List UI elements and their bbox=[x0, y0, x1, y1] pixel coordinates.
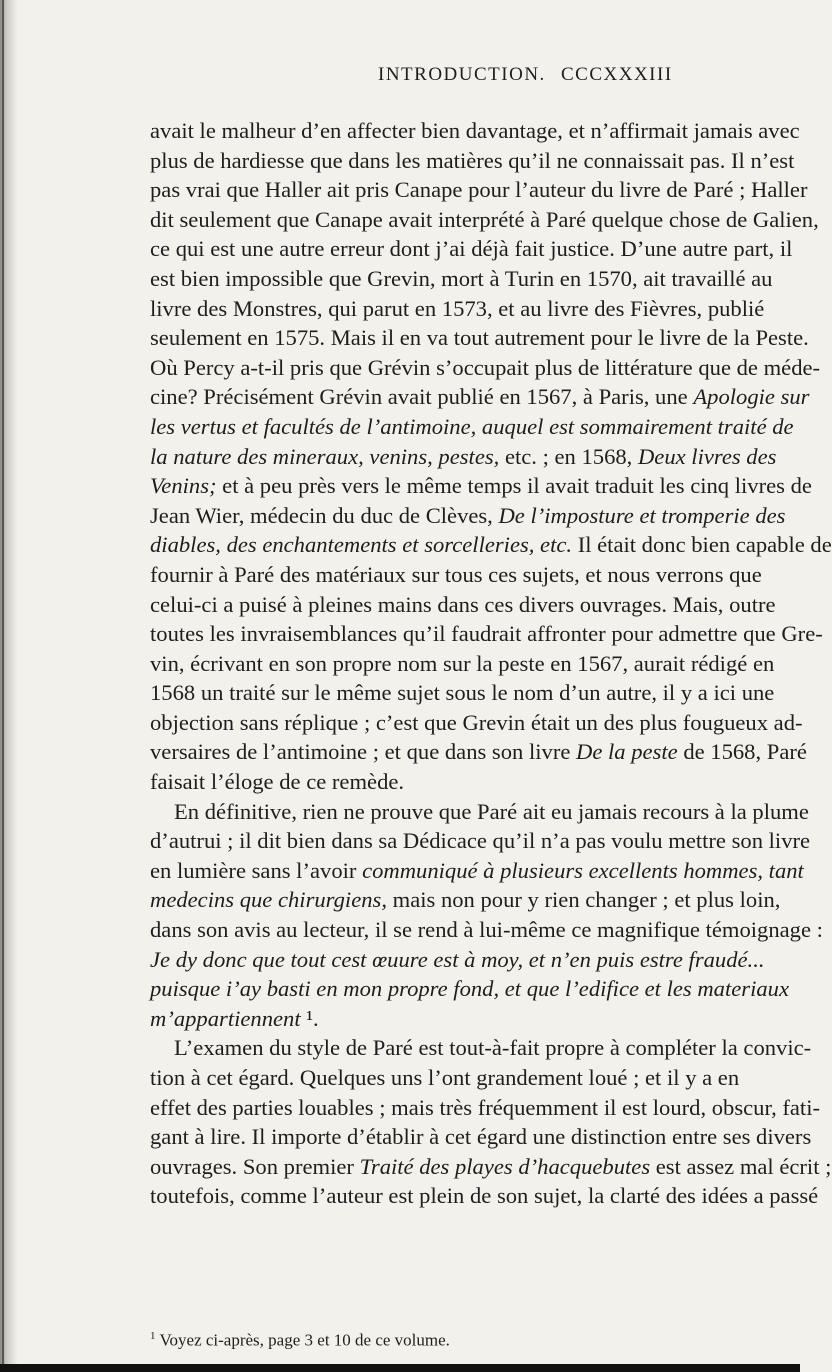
italic-span: les vertus et facultés de l’antimoine, auquel est sommairement traité de bbox=[150, 413, 794, 439]
text-span: dans son avis au lecteur, il se rend à lui-même ce magnifique témoignage : bbox=[150, 917, 823, 943]
binding-edge-line bbox=[2, 0, 4, 1372]
text-line bbox=[150, 382, 810, 412]
text-span: ouvrages. Son premier bbox=[150, 1153, 360, 1179]
text-line bbox=[150, 146, 795, 176]
italic-span: medecins que chirurgiens, bbox=[150, 887, 387, 913]
text-line bbox=[150, 501, 786, 531]
text-line bbox=[150, 560, 762, 590]
text-span: avait le malheur d’en affecter bien davantage, et n’affirmait jamais avec bbox=[150, 118, 800, 143]
text-line bbox=[150, 708, 803, 738]
text-line bbox=[150, 1122, 812, 1152]
text-line bbox=[150, 116, 800, 146]
italic-span: De l’imposture et tromperie des bbox=[498, 502, 786, 528]
text-span: effet des parties louables ; mais très fréquemment il est lourd, obscur, fati- bbox=[150, 1094, 821, 1120]
text-span: cine? Précisément Grévin avait publié en 1567, à Paris, une bbox=[150, 384, 694, 410]
text-line bbox=[150, 1093, 821, 1123]
italic-span: m’appartiennent bbox=[150, 1005, 301, 1031]
text-span: fournir à Paré des matériaux sur tous ces sujets, et nous verrons que bbox=[150, 561, 762, 587]
footnote-text: Voyez ci-après, page 3 et 10 de ce volume. bbox=[159, 1330, 450, 1350]
italic-span: puisque i’ay basti en mon propre fond, et que l’edifice et les materiaux bbox=[150, 976, 789, 1002]
text-span: faisait l’éloge de ce remède. bbox=[150, 769, 405, 795]
text-line bbox=[150, 885, 781, 915]
text-line bbox=[150, 1152, 832, 1182]
text-span: dit seulement que Canape avait interprété à Paré quelque chose de Galien, bbox=[150, 206, 819, 232]
italic-span: communiqué à plusieurs excellents hommes, tant bbox=[362, 857, 804, 883]
text-line bbox=[150, 412, 794, 442]
text-line bbox=[150, 323, 809, 353]
text-line bbox=[150, 915, 823, 945]
footnote-mark: 1 bbox=[150, 1330, 156, 1342]
text-line bbox=[150, 826, 811, 856]
page-bottom-edge bbox=[0, 1364, 800, 1372]
text-line bbox=[150, 856, 804, 886]
text-line bbox=[150, 471, 812, 501]
text-span: L’examen du style de Paré est tout-à-fait propre à compléter la convic- bbox=[174, 1035, 812, 1061]
italic-span: De la peste bbox=[576, 739, 678, 765]
text-span: ce qui est une autre erreur dont j’ai déjà fait justice. D’une autre part, il bbox=[150, 236, 793, 262]
text-span: celui-ci a puisé à pleines mains dans ces divers ouvrages. Mais, outre bbox=[150, 591, 776, 617]
text-line bbox=[150, 353, 821, 383]
text-span: gant à lire. Il importe d’établir à cet égard une distinction entre ses divers bbox=[150, 1124, 812, 1150]
body-text bbox=[150, 116, 832, 1211]
italic-span: Je dy donc que tout cest œuure est à moy, et n’en puis estre fraudé... bbox=[150, 946, 765, 972]
text-span: de 1568, Paré bbox=[677, 739, 807, 765]
text-span: etc. ; en 1568, bbox=[499, 443, 638, 469]
text-span: en lumière sans l’avoir bbox=[150, 857, 363, 883]
text-span: livre des Monstres, qui parut en 1573, et au livre des Fièvres, publié bbox=[150, 295, 765, 321]
text-line bbox=[150, 974, 789, 1004]
text-span: et à peu près vers le même temps il avait traduit les cinq livres de bbox=[216, 473, 812, 499]
text-line bbox=[150, 1181, 819, 1211]
text-span: Jean Wier, médecin du duc de Clèves, bbox=[150, 502, 499, 528]
text-line bbox=[150, 1063, 740, 1093]
text-line bbox=[150, 1033, 812, 1063]
text-span: Il était donc bien capable de bbox=[572, 532, 832, 558]
running-head-title: INTRODUCTION. bbox=[378, 64, 546, 85]
text-line bbox=[150, 442, 777, 472]
text-line bbox=[150, 205, 819, 235]
text-span: d’autrui ; il dit bien dans sa Dédicace qu’il n’a pas voulu mettre son livre bbox=[150, 828, 811, 854]
text-line bbox=[150, 649, 775, 679]
text-span: est assez mal écrit ; bbox=[650, 1153, 832, 1179]
italic-span: diables, des enchantements et sorcelleries, etc. bbox=[150, 532, 573, 558]
text-line bbox=[150, 175, 808, 205]
text-line bbox=[150, 590, 776, 620]
text-span: mais non pour y rien changer ; et plus loin, bbox=[386, 887, 781, 913]
text-span: pas vrai que Haller ait pris Canape pour l’auteur du livre de Paré ; Haller bbox=[150, 177, 808, 203]
text-span: ¹. bbox=[300, 1005, 319, 1031]
text-line bbox=[150, 737, 807, 767]
page-number: CCCXXXIII bbox=[561, 64, 673, 85]
text-span: 1568 un traité sur le même sujet sous le nom d’un autre, il y a ici une bbox=[150, 680, 775, 706]
italic-span: Venins; bbox=[150, 473, 217, 499]
italic-span: la nature des mineraux, venins, pestes, bbox=[150, 443, 500, 469]
text-line bbox=[150, 1004, 650, 1034]
text-line bbox=[150, 294, 765, 324]
text-span: objection sans réplique ; c’est que Grevin était un des plus fougueux ad- bbox=[150, 709, 803, 735]
text-span: seulement en 1575. Mais il en va tout autrement pour le livre de la Peste. bbox=[150, 325, 809, 351]
text-span: est bien impossible que Grevin, mort à Turin en 1570, ait travaillé au bbox=[150, 265, 773, 291]
text-line bbox=[150, 619, 823, 649]
text-line bbox=[150, 530, 832, 560]
running-head bbox=[150, 64, 800, 94]
italic-span: Deux livres des bbox=[637, 443, 777, 469]
footnote bbox=[150, 1330, 650, 1351]
text-span: En définitive, rien ne prouve que Paré ait eu jamais recours à la plume bbox=[174, 798, 809, 824]
text-span: tion à cet égard. Quelques uns l’ont grandement loué ; et il y a en bbox=[150, 1065, 740, 1090]
text-span: toutefois, comme l’auteur est plein de son sujet, la clarté des idées a passé bbox=[150, 1183, 819, 1209]
text-line bbox=[150, 264, 773, 294]
text-span: versaires de l’antimoine ; et que dans son livre bbox=[150, 739, 577, 765]
text-line bbox=[150, 234, 793, 264]
italic-span: Apologie sur bbox=[693, 384, 810, 410]
text-span: toutes les invraisemblances qu’il faudrait affronter pour admettre que Gre- bbox=[150, 621, 823, 647]
text-line bbox=[150, 767, 650, 797]
text-span: Où Percy a-t-il pris que Grévin s’occupait plus de littérature que de méde- bbox=[150, 354, 821, 380]
text-line bbox=[150, 678, 775, 708]
italic-span: Traité des playes d’hacquebutes bbox=[359, 1153, 651, 1179]
text-line bbox=[150, 945, 765, 975]
text-span: plus de hardiesse que dans les matières qu’il ne connaissait pas. Il n’est bbox=[150, 147, 795, 173]
text-line bbox=[150, 797, 809, 827]
text-span: vin, écrivant en son propre nom sur la peste en 1567, aurait rédigé en bbox=[150, 650, 775, 676]
